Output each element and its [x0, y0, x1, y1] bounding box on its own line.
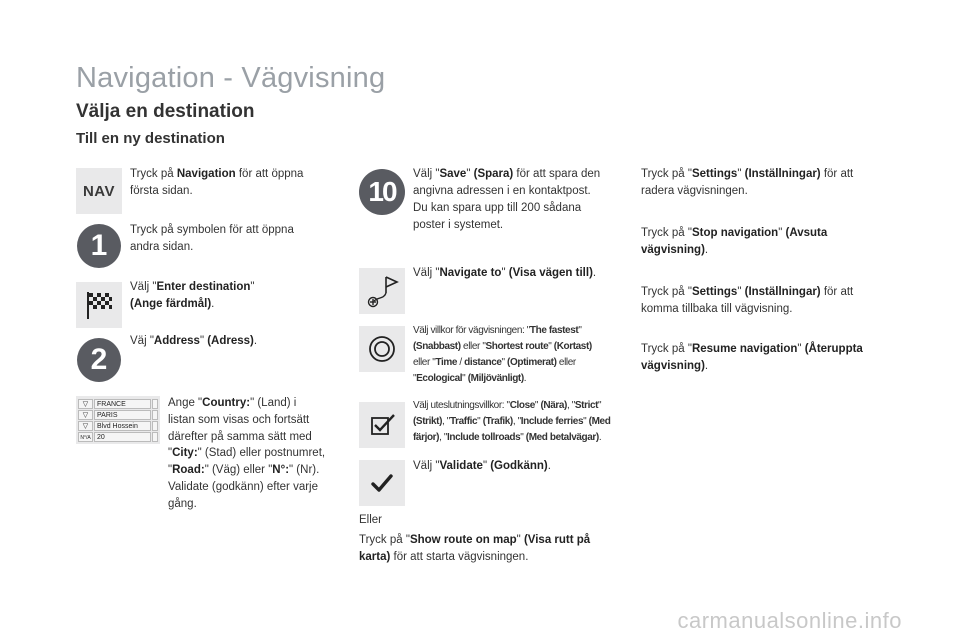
step-2-badge: 2 [77, 338, 121, 382]
or-label: Eller [359, 514, 383, 526]
col1-paragraph-2: Tryck på symbolen för att öppna andra sidan. [130, 224, 294, 253]
col1-paragraph-1: Tryck på Navigation för att öppna första sidan. [130, 168, 304, 197]
col1-paragraph-5: Ange "Country:" (Land) i listan som visas och fortsätt därefter på samma sätt med "City:" (Stad) eller postnumret, "Road:" (Väg) eller "N°:" (Nr). Validate (godkänn) efter varje gång. [168, 397, 326, 510]
section-title: Välja en destination [76, 101, 255, 122]
form-row-city: ▽ PARIS [78, 410, 158, 420]
form-row-road: ▽ Blvd Hossein [78, 421, 158, 431]
col1-paragraph-4: Väj "Address" (Adress). [130, 335, 258, 347]
form-row-number: N°/A 20 [78, 432, 158, 442]
step-1-badge: 1 [77, 224, 121, 268]
watermark: carmanualsonline.info [677, 608, 902, 633]
col3-paragraph-1: Tryck på "Settings" (Inställningar) för att radera vägvisningen. [641, 168, 854, 197]
form-row-country: ▽ FRANCE [78, 399, 158, 409]
exclusion-checkbox-icon [359, 402, 405, 448]
col2-paragraph-6: Tryck på "Show route on map" (Visa rutt på karta) för att starta vägvisningen. [359, 534, 591, 563]
nav-button-icon [76, 168, 122, 214]
col2-paragraph-2: Välj "Navigate to" (Visa vägen till). [413, 267, 597, 279]
col2-paragraph-3: Välj villkor för vägvisningen: "The fastest" (Snabbast) eller "Shortest route" (Kortast) eller "Time / distance" (Optimerat) eller "Ecological" (Miljövänligt). [413, 325, 592, 384]
checkered-flag-icon [76, 282, 122, 328]
col3-paragraph-4: Tryck på "Resume navigation" (Återuppta vägvisning). [641, 343, 863, 372]
validate-check-icon [359, 460, 405, 506]
page-title: Navigation - Vägvisning [76, 62, 386, 94]
col2-paragraph-4: Välj uteslutningsvillkor: "Close" (Nära), "Strict" (Strikt), "Traffic" (Trafik), "Include ferries" (Med färjor), "Include tollroads" (Med betalvägar). [413, 400, 611, 443]
col3-paragraph-2: Tryck på "Stop navigation" (Avsuta vägvisning). [641, 227, 828, 256]
col2-paragraph-1: Välj "Save" (Spara) för att spara den angivna adressen i en kontaktpost. Du kan spara upp till 200 sådana poster i systemet. [413, 168, 601, 231]
route-options-icon [359, 326, 405, 372]
col2-paragraph-5: Välj "Validate" (Godkänn). [413, 460, 551, 472]
step-10-badge: 10 [359, 169, 405, 215]
address-form-icon [76, 396, 160, 444]
subsection-title: Till en ny destination [76, 130, 225, 147]
col1-paragraph-3: Välj "Enter destination" (Ange färdmål). [130, 281, 255, 310]
navigate-to-icon [359, 268, 405, 314]
nav-badge-label: NAV [82, 182, 116, 200]
col3-paragraph-3: Tryck på "Settings" (Inställningar) för att komma tillbaka till vägvisning. [641, 286, 854, 315]
